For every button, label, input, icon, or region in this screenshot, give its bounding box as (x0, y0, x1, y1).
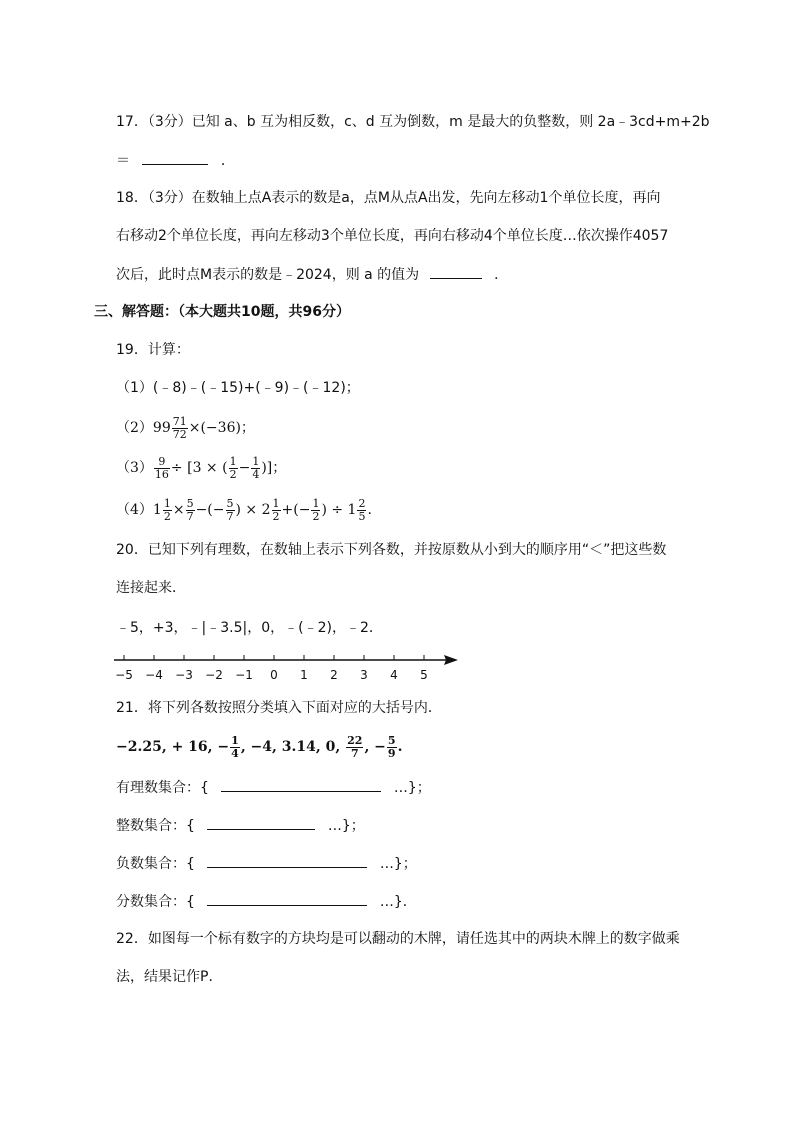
q18-line2: 右移动2个单位长度，再向左移动3个单位长度，再向右移动4个单位长度…依次操作4057 (116, 228, 669, 244)
q17-line1: 17．（3分）已知 a、b 互为相反数，c、d 互为倒数，m 是最大的负整数，则 2a﹣3cd+m+2b (116, 114, 710, 130)
q19-part2-fraction: $\frac{71}{72}$ (172, 414, 187, 441)
fraction-set-blank[interactable] (207, 891, 367, 906)
q19-title: 19．计算： (116, 342, 190, 358)
number-line-tick-label: 3 (360, 668, 368, 682)
q21-set-rational: 有理数集合：{ …}； (116, 777, 431, 798)
number-line-tick-label: −5 (115, 668, 133, 682)
q21-set-fraction: 分数集合：{ …}． (116, 891, 417, 912)
section3-title: 三、解答题：（本大题共10题，共96分） (94, 304, 350, 320)
q21-set-integer: 整数集合：{ …}； (116, 815, 365, 836)
q20-line1: 20．已知下列有理数，在数轴上表示下列各数，并按原数从小到大的顺序用“＜”把这些数 (116, 542, 667, 558)
q18-line3 (116, 264, 508, 285)
number-line-ticks (115, 655, 428, 682)
q17-answer-blank[interactable] (142, 150, 208, 165)
q18-period: ． (494, 267, 509, 283)
q20-numbers: ﹣5，+3，﹣|﹣3.5|，0，﹣(﹣2)，﹣2． (116, 620, 383, 636)
q17-line2 (116, 150, 235, 171)
integer-set-blank[interactable] (207, 815, 315, 830)
q22-line1: 22．如图每一个标有数字的方块均是可以翻动的木牌，请任选其中的两块木牌上的数字做乘 (116, 931, 680, 947)
number-line-tick-label: −4 (145, 668, 163, 682)
number-line-tick-label: −3 (175, 668, 193, 682)
q18-line3-text: 次后，此时点M表示的数是﹣2024，则 a 的值为 (116, 267, 420, 283)
q19-part3-frac-a: $\frac{9}{16}$ (154, 454, 169, 481)
q17-equals: ＝ (116, 153, 130, 169)
number-line-tick-label: 1 (300, 668, 308, 682)
q19-part2 (116, 414, 255, 442)
number-line-tick-label: 0 (270, 668, 278, 682)
q21-title: 21．将下列各数按照分类填入下面对应的大括号内． (116, 700, 442, 716)
q19-part1: （1）(﹣8)﹣(﹣15)+(﹣9)﹣(﹣12)； (116, 380, 360, 396)
number-line (110, 648, 470, 688)
q20-line2: 连接起来． (116, 580, 186, 596)
q19-part3-frac-c: $\frac{1}{4}$ (252, 454, 260, 481)
number-line-tick-label: 4 (390, 668, 398, 682)
q22-line2: 法，结果记作P． (116, 969, 223, 985)
q19-part4: （4）1 $\frac{1}{2}$ × $\frac{5}{7}$ −(− $\frac{5}{7}$ ) × 2 $\frac{1}{2}$ +(− $\frac{1}{2}$ ) ÷ 1 $\frac{2}{5}$ . (116, 496, 372, 523)
number-line-tick-label: 2 (330, 668, 338, 682)
number-line-arrow-icon (444, 655, 458, 665)
number-line-tick-label: 5 (420, 668, 428, 682)
q19-part3: （3） $\frac{9}{16}$ ÷ [3 × ( $\frac{1}{2}$ − $\frac{1}{4}$ )]； (116, 454, 287, 481)
number-line-tick-label: −1 (235, 668, 253, 682)
q19-part2-suffix: ×(−36)； (188, 420, 255, 436)
rational-set-blank[interactable] (221, 777, 381, 792)
number-line-tick-label: −2 (205, 668, 223, 682)
q19-part2-prefix: （2）99 (116, 420, 171, 436)
q17-period: ． (220, 153, 235, 169)
q18-answer-blank[interactable] (430, 264, 482, 279)
negative-set-blank[interactable] (207, 853, 367, 868)
q21-numbers: −2.25, + 16, − $\frac{1}{4}$ , −4, 3.14, 0, $\frac{22}{7}$ , − $\frac{5}{9}$ . (116, 733, 403, 760)
q18-line1: 18．（3分）在数轴上点A表示的数是a，点M从点A出发，先向左移动1个单位长度，再向 (116, 190, 661, 206)
q19-part3-frac-b: $\frac{1}{2}$ (229, 454, 237, 481)
q21-set-negative: 负数集合：{ …}； (116, 853, 417, 874)
